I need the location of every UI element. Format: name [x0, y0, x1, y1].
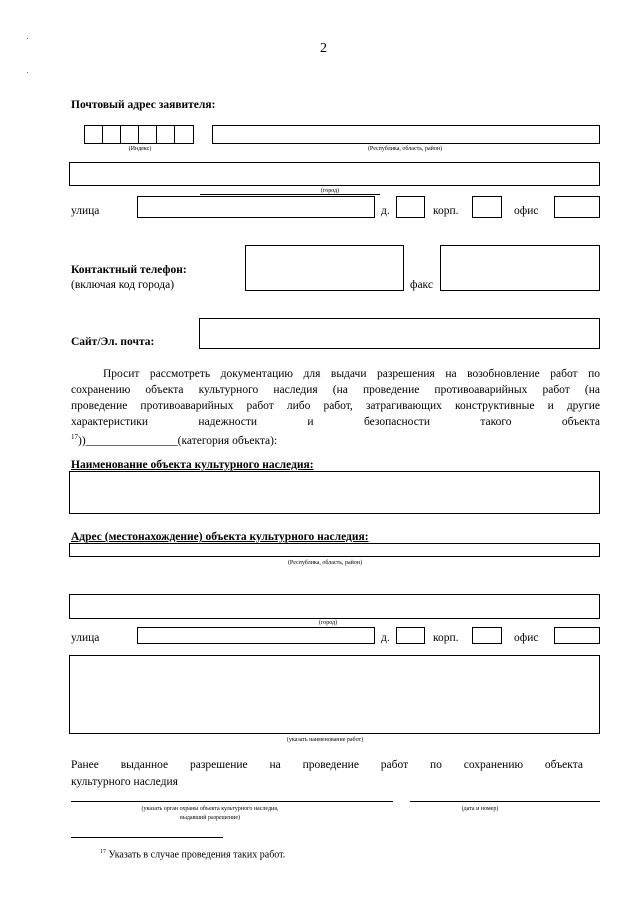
object-house-label: д. — [381, 632, 390, 644]
request-line-4: характеристики надежности и безопасности такого объекта — [71, 416, 600, 428]
postal-address-heading: Почтовый адрес заявителя: — [71, 99, 216, 111]
object-office-label: офис — [514, 632, 539, 644]
index-cell[interactable] — [84, 125, 103, 144]
postal-house-field[interactable] — [396, 196, 425, 218]
request-line-3: проведение противоаварийных работ либо работ, затрагивающих конструктивные и другие — [71, 400, 600, 412]
object-street-field[interactable] — [137, 627, 375, 644]
postal-street-label: улица — [71, 205, 100, 217]
postal-office-label: офис — [514, 205, 539, 217]
postal-street-field[interactable] — [137, 196, 375, 218]
phone-field[interactable] — [245, 245, 404, 291]
postal-region-caption: (Республика, область, район) — [367, 146, 443, 152]
index-cell[interactable] — [138, 125, 157, 144]
postal-korp-field[interactable] — [472, 196, 502, 218]
postal-house-label: д. — [381, 205, 390, 217]
fax-field[interactable] — [440, 245, 600, 291]
object-korp-label: корп. — [433, 632, 459, 644]
object-office-field[interactable] — [554, 627, 600, 644]
index-cell[interactable] — [120, 125, 139, 144]
object-city-field[interactable] — [69, 594, 600, 619]
index-cell[interactable] — [174, 125, 194, 144]
footnote-separator — [71, 837, 223, 838]
index-cell[interactable] — [156, 125, 175, 144]
postal-korp-label: корп. — [433, 205, 459, 217]
postal-region-field[interactable] — [212, 125, 600, 144]
object-house-field[interactable] — [396, 627, 425, 644]
index-cell[interactable] — [102, 125, 121, 144]
scan-speck — [27, 38, 28, 39]
postal-city-caption: (город) — [320, 188, 340, 194]
footnote-mark: 17 — [100, 849, 106, 855]
site-email-field[interactable] — [199, 318, 600, 349]
works-caption: (указать наименование работ) — [286, 737, 364, 743]
object-korp-field[interactable] — [472, 627, 502, 644]
postal-city-field[interactable] — [69, 162, 600, 186]
object-city-caption: (город) — [318, 620, 338, 626]
footnote — [100, 846, 285, 861]
request-line-5 — [71, 430, 277, 448]
footnote-text: Указать в случае проведения таких работ. — [106, 849, 286, 861]
fax-label: факс — [410, 279, 433, 291]
object-region-caption: (Республика, область, район) — [287, 560, 363, 566]
request-line-2: сохранению объекта культурного наследия (на проведение противоаварийных работ (на — [71, 384, 600, 396]
postal-office-field[interactable] — [554, 196, 600, 218]
footnote-ref: 17 — [71, 433, 78, 441]
previous-permit-line-1: Ранее выданное разрешение на проведение работ по сохранению объекта — [71, 759, 583, 771]
authority-caption-1: (указать орган охраны объекта культурного наследия, — [141, 806, 279, 812]
object-address-heading: Адрес (местонахождение) объекта культурного наследия: — [71, 531, 369, 543]
object-street-label: улица — [71, 632, 100, 644]
permit-date-line — [410, 801, 600, 802]
authority-caption-2: выдавший разрешение) — [179, 815, 241, 821]
date-caption: (дата и номер) — [461, 806, 499, 812]
page-number: 2 — [320, 41, 327, 56]
phone-sublabel: (включая код города) — [71, 279, 175, 291]
previous-permit-line-2: культурного наследия — [71, 776, 178, 788]
object-name-field[interactable] — [69, 471, 600, 514]
site-email-label: Сайт/Эл. почта: — [71, 336, 155, 348]
postal-index-field[interactable] — [84, 125, 196, 144]
phone-label: Контактный телефон: — [71, 264, 187, 276]
permit-authority-line — [71, 801, 393, 802]
category-line-text: ))________________(категория объекта): — [78, 434, 278, 447]
index-caption: (Индекс) — [128, 146, 152, 152]
scan-speck — [27, 72, 28, 73]
request-line-1: Просит рассмотреть документацию для выдачи разрешения на возобновление работ по — [103, 368, 600, 380]
works-field[interactable] — [69, 655, 600, 734]
object-region-field[interactable] — [69, 543, 600, 557]
object-name-heading: Наименование объекта культурного наследия: — [71, 459, 314, 471]
city-caption-line — [200, 194, 380, 195]
